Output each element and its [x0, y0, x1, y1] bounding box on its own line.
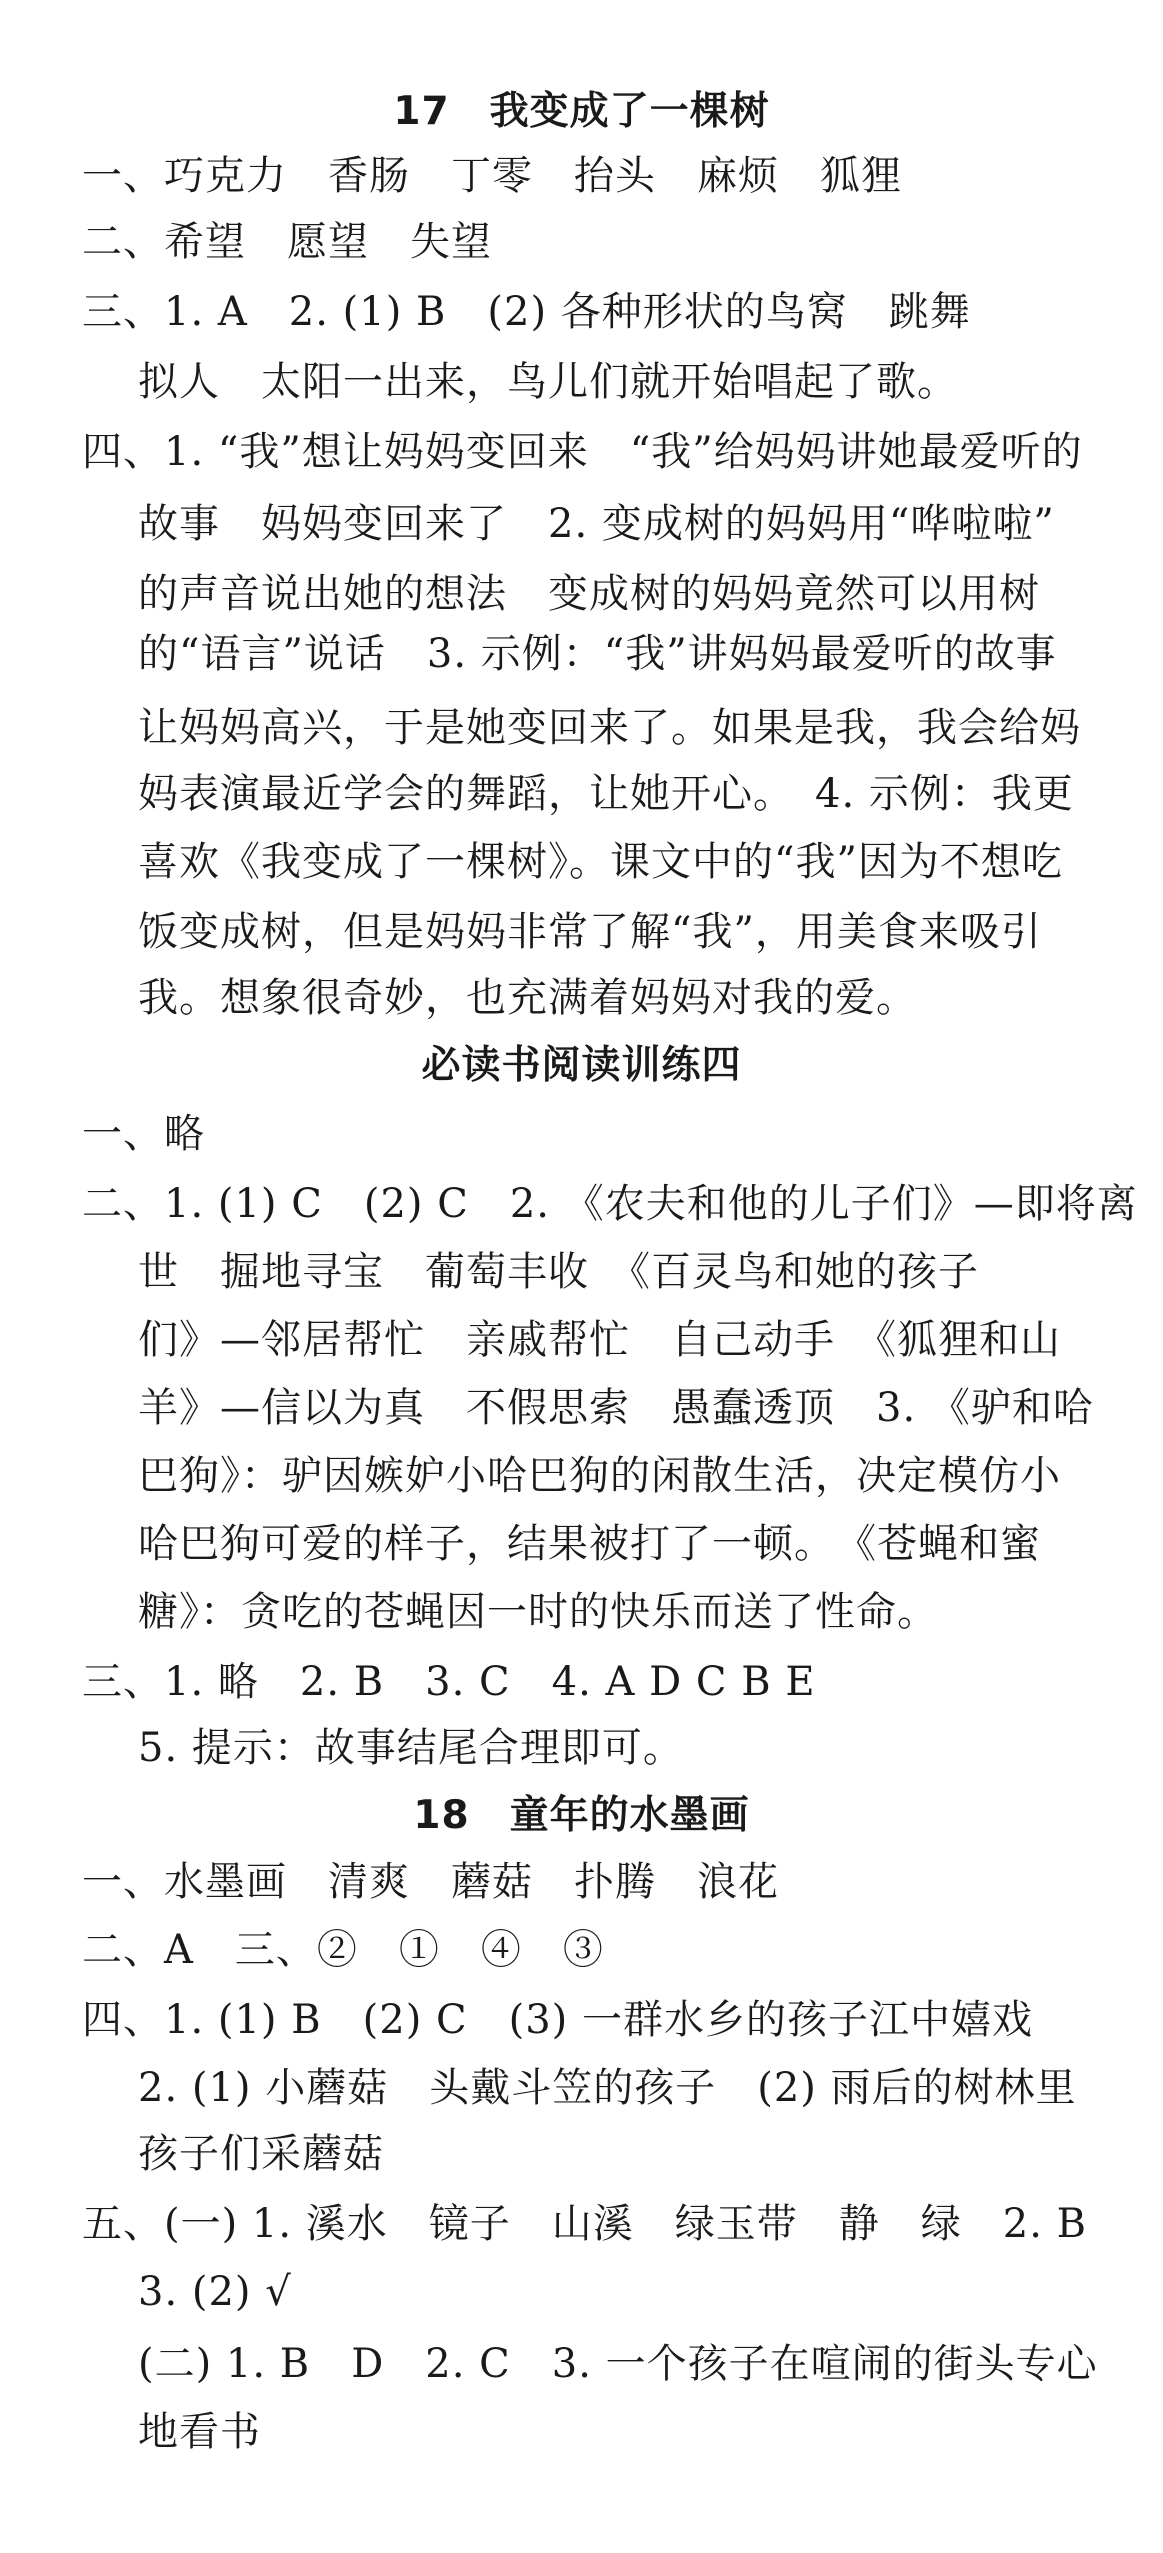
lesson-17-title: 17 我变成了一棵树 — [393, 89, 770, 134]
lesson-17-line-9: 让妈妈高兴，于是她变回来了。如果是我，我会给妈 — [138, 705, 1081, 751]
lesson-17-line-7: 的声音说出她的想法 变成树的妈妈竟然可以用树 — [138, 571, 1040, 617]
lesson-18-line-1: 一、水墨画 清爽 蘑菇 扑腾 浪花 — [82, 1859, 779, 1905]
reading-training-line-4: 们》—邻居帮忙 亲戚帮忙 自己动手 《狐狸和山 — [138, 1317, 1061, 1363]
lesson-18-line-3: 四、1. (1) B (2) C (3) 一群水乡的孩子江中嬉戏 — [82, 1997, 1034, 2043]
reading-training-line-2: 二、1. (1) C (2) C 2. 《农夫和他的儿子们》—即将离 — [82, 1181, 1138, 1227]
reading-training-line-8: 糖》：贪吃的苍蝇因一时的快乐而送了性命。 — [138, 1589, 938, 1635]
reading-training-line-6: 巴狗》：驴因嫉妒小哈巴狗的闲散生活，决定模仿小 — [138, 1453, 1061, 1499]
lesson-17-line-11: 喜欢《我变成了一棵树》。课文中的“我”因为不想吃 — [138, 839, 1063, 885]
lesson-17-line-8: 的“语言”说话 3. 示例：“我”讲妈妈最爱听的故事 — [138, 631, 1057, 677]
reading-training-line-3: 世 掘地寻宝 葡萄丰收 《百灵鸟和她的孩子 — [138, 1249, 979, 1295]
reading-training-title: 必读书阅读训练四 — [421, 1043, 742, 1088]
lesson-17-line-4: 拟人 太阳一出来，鸟儿们就开始唱起了歌。 — [138, 359, 958, 405]
lesson-18-title: 18 童年的水墨画 — [413, 1793, 750, 1838]
reading-training-line-5: 羊》—信以为真 不假思索 愚蠢透顶 3. 《驴和哈 — [138, 1385, 1094, 1431]
lesson-17-line-6: 故事 妈妈变回来了 2. 变成树的妈妈用“哗啦啦” — [138, 501, 1055, 547]
lesson-17-line-12: 饭变成树，但是妈妈非常了解“我”，用美食来吸引 — [138, 909, 1042, 955]
lesson-17-line-3: 三、1. A 2. (1) B (2) 各种形状的鸟窝 跳舞 — [82, 289, 971, 335]
lesson-18-line-5: 孩子们采蘑菇 — [138, 2131, 384, 2177]
lesson-18-line-4: 2. (1) 小蘑菇 头戴斗笠的孩子 (2) 雨后的树林里 — [138, 2065, 1077, 2111]
lesson-18-line-2: 二、A 三、② ① ④ ③ — [82, 1927, 604, 1973]
lesson-18-line-8: (二) 1. B D 2. C 3. 一个孩子在喧闹的街头专心 — [138, 2341, 1098, 2387]
reading-training-line-1: 一、略 — [82, 1111, 205, 1157]
lesson-18-line-6: 五、(一) 1. 溪水 镜子 山溪 绿玉带 静 绿 2. B — [82, 2201, 1088, 2247]
reading-training-line-10: 5. 提示：故事结尾合理即可。 — [138, 1725, 684, 1771]
reading-training-line-7: 哈巴狗可爱的样子，结果被打了一顿。 《苍蝇和蜜 — [138, 1521, 1041, 1567]
lesson-17-line-13: 我。想象很奇妙，也充满着妈妈对我的爱。 — [138, 975, 917, 1021]
lesson-17-line-5: 四、1. “我”想让妈妈变回来 “我”给妈妈讲她最爱听的 — [82, 429, 1083, 475]
lesson-17-line-2: 二、希望 愿望 失望 — [82, 219, 492, 265]
reading-training-line-9: 三、1. 略 2. B 3. C 4. A D C B E — [82, 1659, 816, 1705]
lesson-18-line-7: 3. (2) √ — [138, 2269, 292, 2315]
lesson-17-line-1: 一、巧克力 香肠 丁零 抬头 麻烦 狐狸 — [82, 153, 902, 199]
lesson-18-line-9: 地看书 — [138, 2409, 261, 2455]
lesson-17-line-10: 妈表演最近学会的舞蹈，让她开心。 4. 示例：我更 — [138, 771, 1074, 817]
